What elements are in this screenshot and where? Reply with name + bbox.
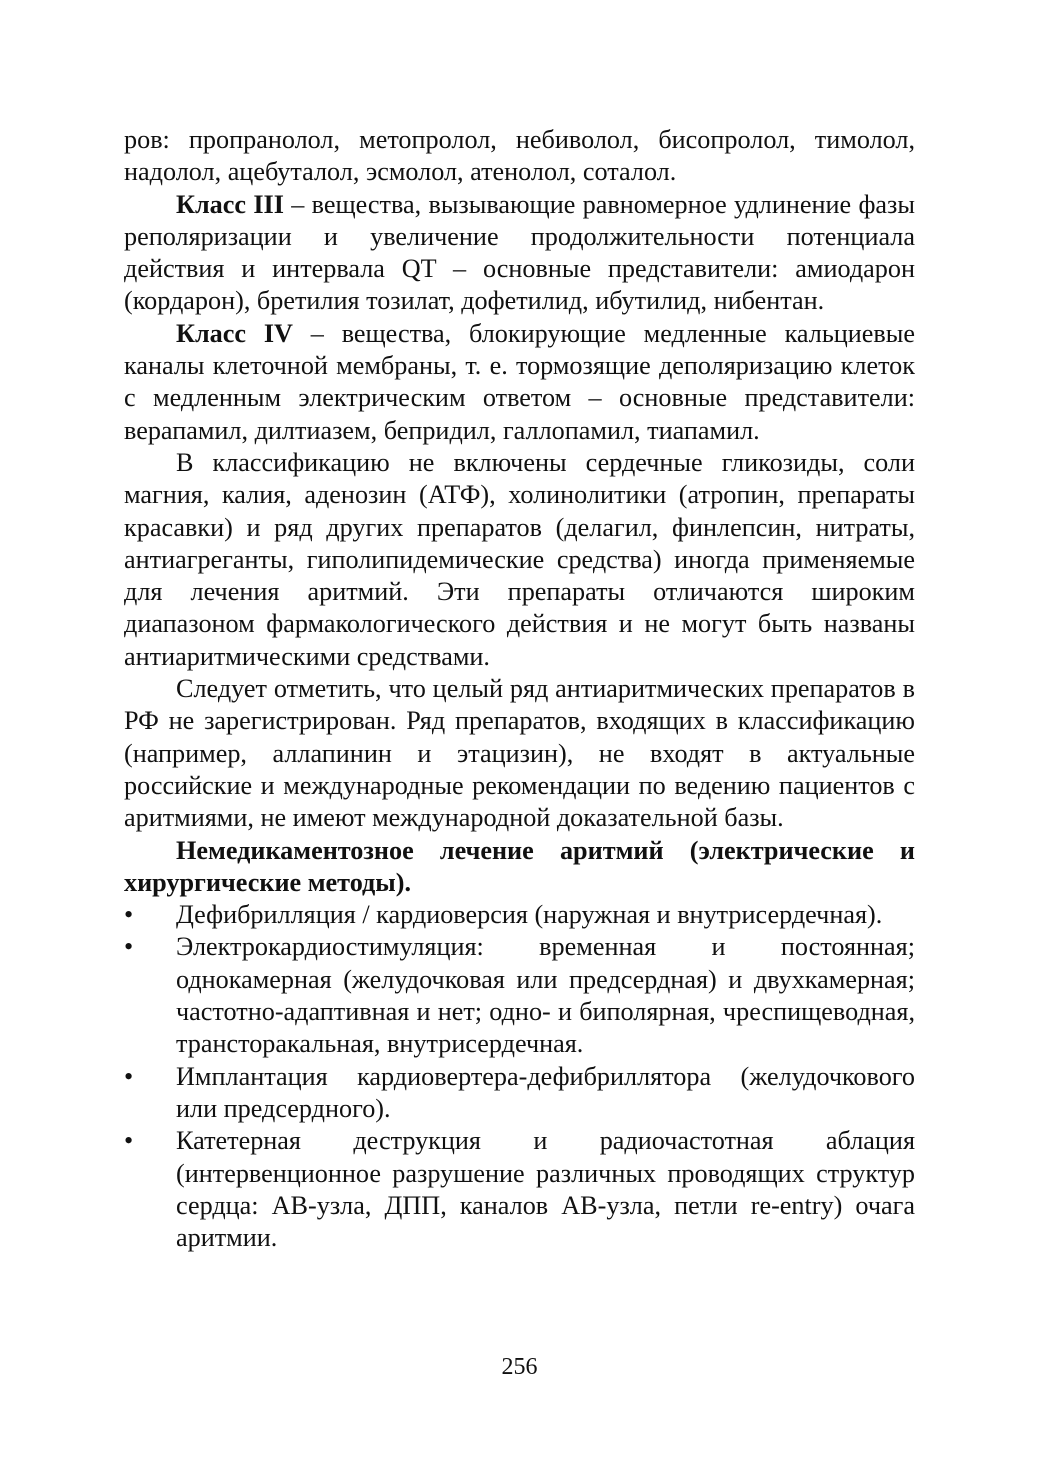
bullet-icon: • bbox=[124, 932, 134, 962]
list-item bbox=[124, 931, 915, 1060]
list-item bbox=[124, 899, 915, 931]
paragraph-beta-blockers: ров: пропранолол, метопролол, небиволол, бисопролол, тимолол, надолол, ацебуталол, эсмолол, атенолол, соталол. bbox=[124, 125, 915, 187]
class-iv-label: Класс IV bbox=[176, 318, 293, 348]
paragraph-class-iii bbox=[124, 189, 915, 318]
list-item-text: Катетерная деструкция и радиочастотная аблация (интервенционное разрушение различных проводящих структур сердца: АВ-узла, ДПП, каналов АВ-узла, петли re-entry) очага аритмии. bbox=[176, 1126, 915, 1253]
section-heading: Немедикаментозное лечение аритмий (электрические и хирургические методы). bbox=[124, 835, 915, 897]
class-iii-label: Класс III bbox=[176, 189, 284, 219]
class-iii-text: – вещества, вызывающие равномерное удлинение фазы реполяризации и увеличение продолжительности потенциала действия и интервала QT – основные представители: амиодарон (кордарон), бретилия тозилат, дофетилид, ибутилид, нибентан. bbox=[124, 189, 915, 316]
bullet-icon: • bbox=[124, 1126, 134, 1156]
bullet-icon: • bbox=[124, 1061, 134, 1091]
class-iv-text: – вещества, блокирующие медленные кальциевые каналы клеточной мембраны, т. е. тормозящие деполяризацию клеток с медленным электрическим ответом – основные представители: верапамил, дилтиазем, бепридил, галлопамил, тиапамил. bbox=[124, 318, 915, 445]
list-item bbox=[124, 1061, 915, 1126]
list-item-text: Электрокардиостимуляция: временная и постоянная; однокамерная (желудочковая или предсердная) и двухкамерная; частотно-адаптивная и нет; одно- и биполярная, чреспищеводная, трансторакальная, внутрисердечная. bbox=[176, 932, 915, 1059]
list-item-text: Имплантация кардиовертера-дефибриллятора (желудочкового или предсердного). bbox=[176, 1061, 915, 1123]
page-body bbox=[124, 124, 915, 1254]
methods-list bbox=[124, 899, 915, 1254]
list-item bbox=[124, 1125, 915, 1254]
list-item-text: Дефибрилляция / кардиоверсия (наружная и внутрисердечная). bbox=[176, 900, 883, 930]
paragraph-class-iv bbox=[124, 318, 915, 447]
paragraph-not-included: В классификацию не включены сердечные гликозиды, соли магния, калия, аденозин (АТФ), холинолитики (атропин, препараты красавки) и ряд других препаратов (делагил, финлепсин, нитраты, антиагреганты, гиполипидемические средства) иногда применяемые для лечения аритмий. Эти препараты отличаются широким диапазоном фармакологического действия и не могут быть названы антиаритмическими средствами. bbox=[124, 447, 915, 671]
page-number: 256 bbox=[501, 1354, 538, 1380]
paragraph-not-registered: Следует отметить, что целый ряд антиаритмических препаратов в РФ не зарегистрирован. Ряд препаратов, входящих в классификацию (например, аллапинин и этацизин), не входят в актуальные российские и международные рекомендации по ведению пациентов с аритмиями, не имеют международной доказательной базы. bbox=[124, 674, 915, 833]
bullet-icon: • bbox=[124, 900, 134, 930]
